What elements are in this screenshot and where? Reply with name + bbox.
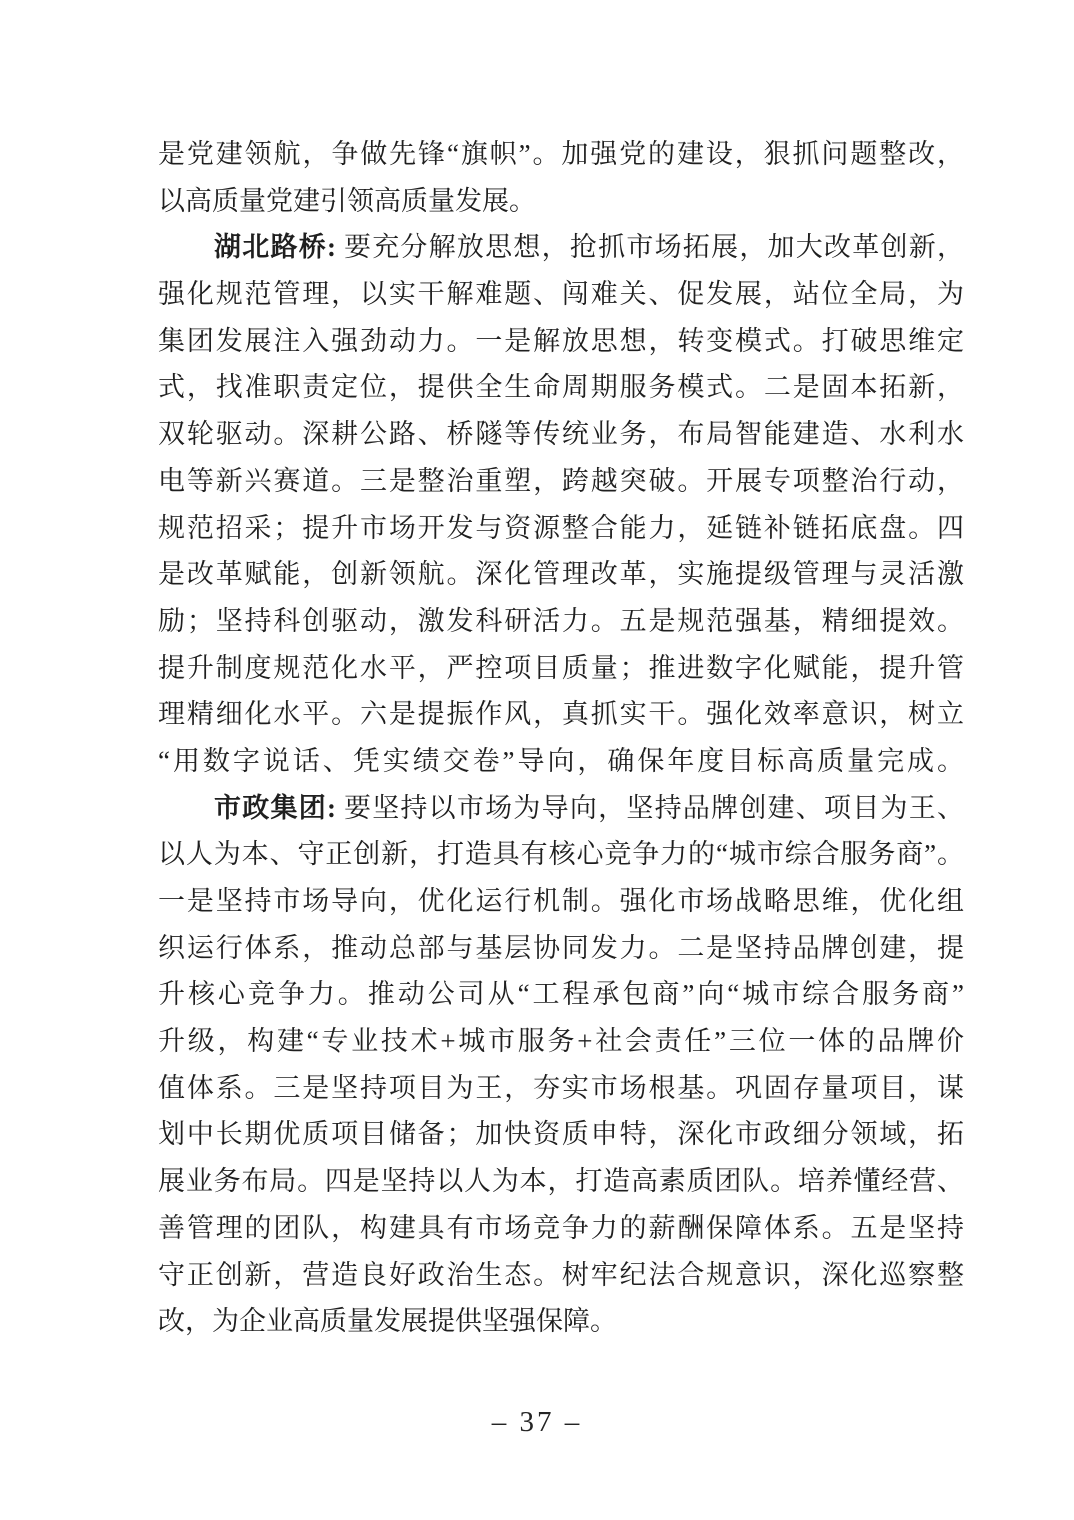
document-line: 改，为企业高质量发展提供坚强保障。 xyxy=(158,1306,617,1337)
document-line: 善管理的团队，构建具有市场竞争力的薪酬保障体系。五是坚持 xyxy=(158,1212,964,1243)
document-line: 展业务布局。四是坚持以人为本，打造高素质团队。培养懂经营、 xyxy=(158,1166,964,1197)
document-line: 织运行体系，推动总部与基层协同发力。二是坚持品牌创建，提 xyxy=(158,932,964,963)
document-line: 是党建领航，争做先锋“旗帜”。加强党的建设，狠抓问题整改， xyxy=(158,139,964,169)
document-line: 式，找准职责定位，提供全生命周期服务模式。二是固本拓新， xyxy=(158,372,964,403)
paragraph-lead: 湖北路桥: xyxy=(214,232,344,263)
document-line: 值体系。三是坚持项目为王，夯实市场根基。巩固存量项目，谋 xyxy=(158,1072,964,1103)
document-line: 以高质量党建引领高质量发展。 xyxy=(158,185,536,216)
document-line: 升核心竞争力。推动公司从“工程承包商”向“城市综合服务商” xyxy=(158,979,964,1010)
document-line: 市政集团: 要坚持以市场为导向，坚持品牌创建、项目为王、 xyxy=(214,792,964,823)
document-line: 理精细化水平。六是提振作风，真抓实干。强化效率意识，树立 xyxy=(158,699,964,730)
document-line: 升级，构建“专业技术+城市服务+社会责任”三位一体的品牌价 xyxy=(158,1026,964,1057)
document-line: 规范招采；提升市场开发与资源整合能力，延链补链拓底盘。四 xyxy=(158,512,964,543)
page-number: – 37 – xyxy=(491,1406,583,1438)
document-line: 励；坚持科创驱动，激发科研活力。五是规范强基，精细提效。 xyxy=(158,605,964,636)
document-line: 提升制度规范化水平，严控项目质量；推进数字化赋能，提升管 xyxy=(158,652,964,683)
text-block xyxy=(158,131,964,1345)
document-line: 划中长期优质项目储备；加快资质申特，深化市政细分领域，拓 xyxy=(158,1119,964,1150)
document-line: 电等新兴赛道。三是整治重塑，跨越突破。开展专项整治行动， xyxy=(158,465,964,496)
document-line: 集团发展注入强劲动力。一是解放思想，转变模式。打破思维定 xyxy=(158,325,964,356)
document-line: 一是坚持市场导向，优化运行机制。强化市场战略思维，优化组 xyxy=(158,886,964,916)
document-line: 湖北路桥: 要充分解放思想，抢抓市场拓展，加大改革创新， xyxy=(214,232,964,263)
document-line: 守正创新，营造良好政治生态。树牢纪法合规意识，深化巡察整 xyxy=(158,1259,964,1290)
document-line: 强化规范管理，以实干解难题、闯难关、促发展，站位全局，为 xyxy=(158,279,964,310)
document-line: 以人为本、守正创新，打造具有核心竞争力的“城市综合服务商”。 xyxy=(158,839,964,870)
paragraph-lead: 市政集团: xyxy=(214,792,344,823)
document-line: “用数字说话、凭实绩交卷”导向，确保年度目标高质量完成。 xyxy=(158,745,964,776)
document-line: 双轮驱动。深耕公路、桥隧等传统业务，布局智能建造、水利水 xyxy=(158,419,964,450)
document-line: 是改革赋能，创新领航。深化管理改革，实施提级管理与灵活激 xyxy=(158,559,964,590)
